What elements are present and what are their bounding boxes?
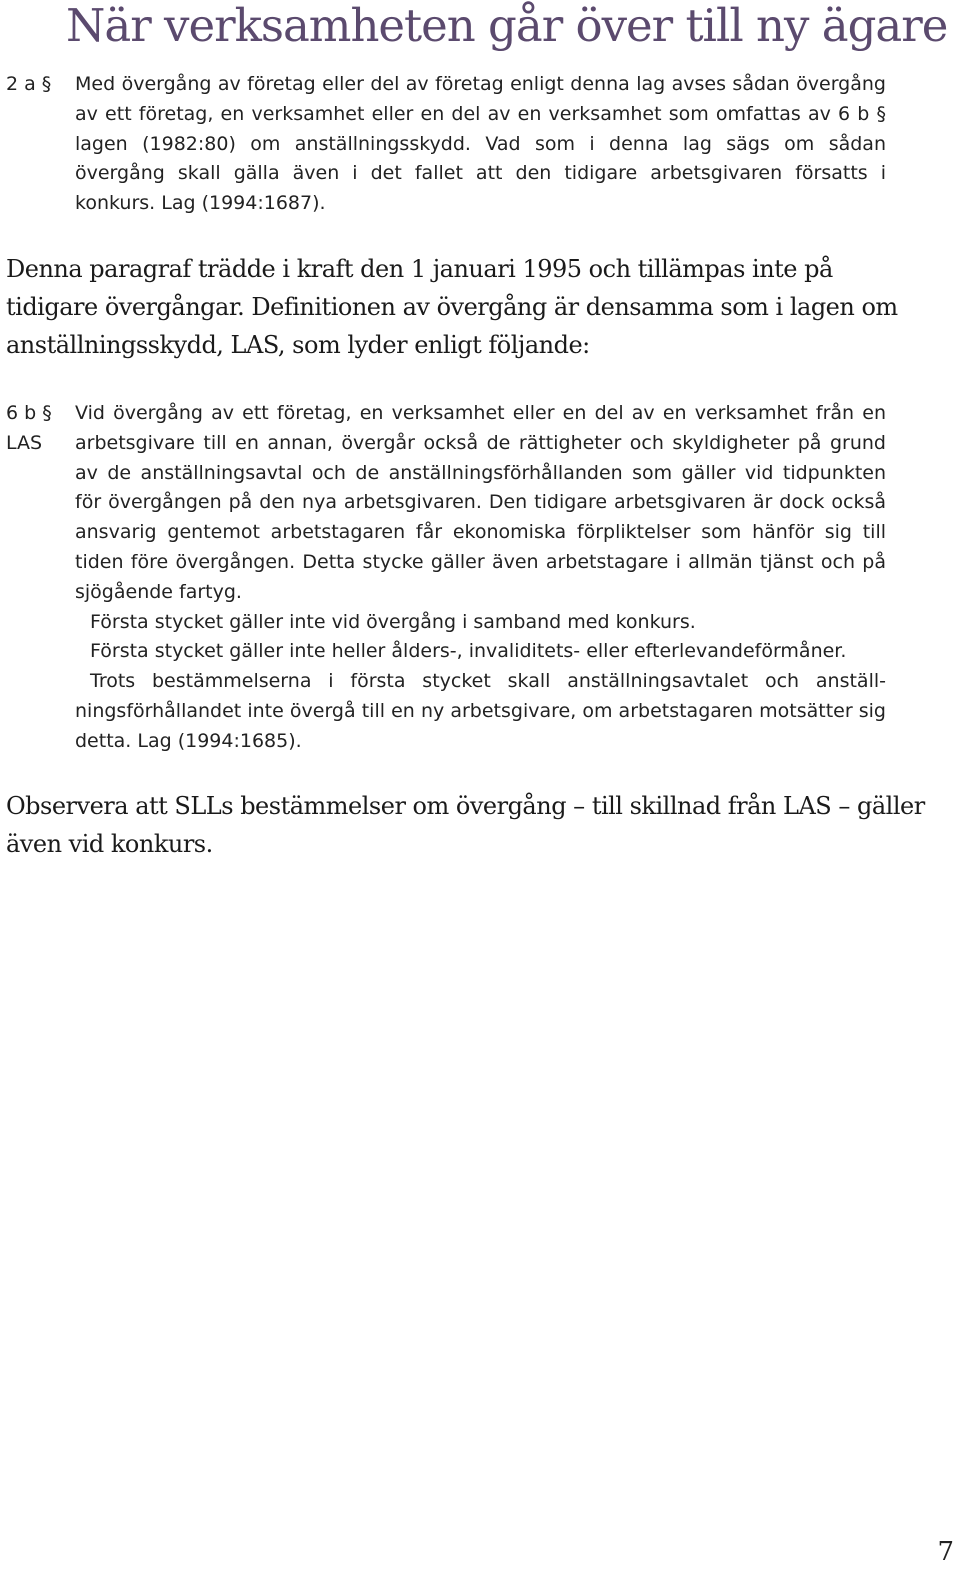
page-title: När verksamheten går över till ny ägare xyxy=(66,0,948,52)
section-paragraph: Med övergång av företag eller del av företag enligt denna lag avses sådan övergång av ett företag, en verksamhet eller en del av en verksamhet som omfattas av 6 b § lagen (1982:80) om anställningsskydd. Vad som i denna lag sägs om sådan övergång skall gälla även i det fallet att den tidigare arbetsgivaren försatts i konkurs. Lag (1994:1687). xyxy=(75,73,886,215)
section-text xyxy=(75,70,886,219)
section-paragraph: Första stycket gäller inte heller ålders-, invaliditets- eller efterlevandeförmåner. xyxy=(90,640,847,663)
law-section-2a xyxy=(6,70,886,219)
section-paragraph: Vid övergång av ett företag, en verksamhet eller en del av en verksamhet från en arbetsgivare till en annan, övergår också de rättigheter och skyldigheter på grund av de anställningsavtal och de anställningsförhållanden som gäller vid tidpunkten för övergången på den nya arbetsgivaren. Den tidigare arbetsgivaren är dock också ansvarig gentemot arbetstagaren får ekonomiska förpliktelser som hänför sig till tiden före övergången. Detta stycke gäller även arbetstagare i allmän tjänst och på sjögående fartyg. xyxy=(75,402,886,603)
section-paragraph: Trots bestämmelserna i första stycket skall anställningsavtalet och anställningsförhållandet inte övergå till en ny arbetsgivare, om arbetstagaren motsätter sig detta. Lag (1994:1685). xyxy=(75,670,886,752)
section-reference-line: 6 b § xyxy=(6,402,52,424)
commentary-note: Observera att SLLs bestämmelser om övergång – till skillnad från LAS – gäller även vid konkurs. xyxy=(6,792,925,858)
section-paragraph: Första stycket gäller inte vid övergång i samband med konkurs. xyxy=(90,610,696,633)
section-text xyxy=(75,399,886,757)
section-reference-line: 2 a § xyxy=(6,73,52,95)
section-reference xyxy=(6,399,72,459)
commentary-paragraph: Denna paragraf trädde i kraft den 1 januari 1995 och tillämpas inte på tidigare övergångar. Definitionen av övergång är densamma som i lagen om anställningsskydd, LAS, som lyder enligt följande: xyxy=(6,255,898,359)
law-section-6b-las xyxy=(6,399,886,757)
section-reference xyxy=(6,70,72,100)
section-reference-line: LAS xyxy=(6,431,43,454)
page-number: 7 xyxy=(937,1537,954,1567)
